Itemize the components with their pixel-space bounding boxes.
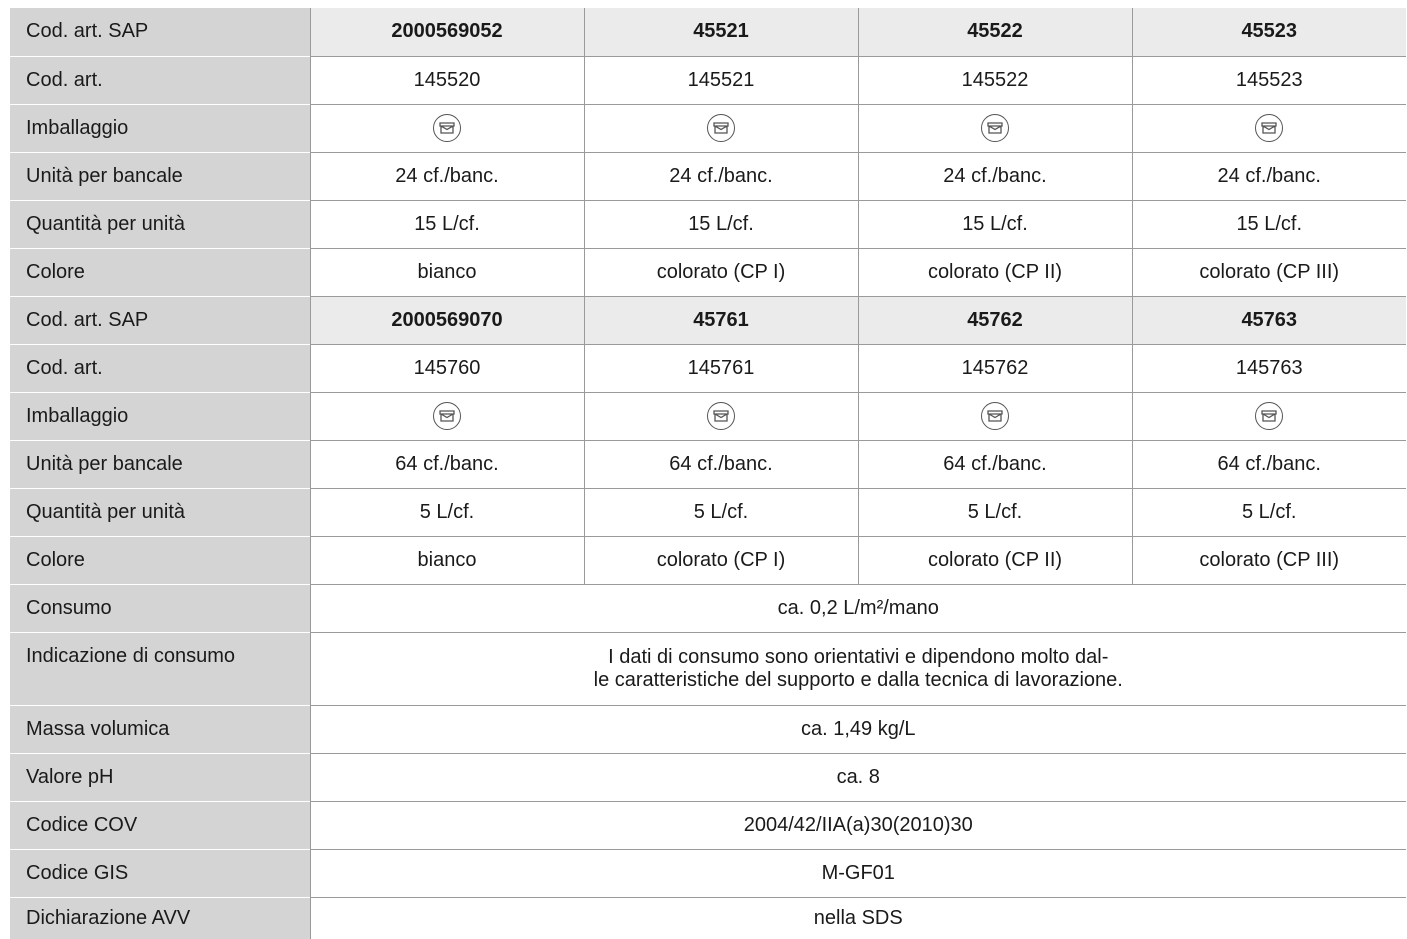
color-cell: bianco: [310, 536, 584, 584]
consumption-note-line-1: I dati di consumo sono orientativi e dipendono molto dal-: [608, 645, 1109, 668]
packaging-cell: [858, 104, 1132, 152]
color-cell: colorato (CP III): [1132, 248, 1406, 296]
label-voc: Codice COV: [10, 801, 310, 849]
packaging-cell: [1132, 392, 1406, 440]
product-spec-table: [10, 8, 1406, 939]
article-cell: 145523: [1132, 56, 1406, 104]
value-ph: ca. 8: [310, 753, 1406, 801]
row-sap: [10, 296, 1406, 344]
bucket-icon: [1255, 402, 1283, 430]
value-density: ca. 1,49 kg/L: [310, 705, 1406, 753]
quantity-cell: 5 L/cf.: [1132, 488, 1406, 536]
row-article: [10, 344, 1406, 392]
packaging-cell: [1132, 104, 1406, 152]
row-gis: [10, 849, 1406, 897]
row-avv: [10, 897, 1406, 939]
row-article: [10, 56, 1406, 104]
label-article: Cod. art.: [10, 344, 310, 392]
sap-cell: 45762: [858, 296, 1132, 344]
label-ph: Valore pH: [10, 753, 310, 801]
quantity-cell: 15 L/cf.: [858, 200, 1132, 248]
quantity-cell: 5 L/cf.: [310, 488, 584, 536]
bucket-icon: [707, 402, 735, 430]
label-packaging: Imballaggio: [10, 392, 310, 440]
packaging-cell: [310, 104, 584, 152]
row-quantity: [10, 488, 1406, 536]
row-color: [10, 248, 1406, 296]
row-ph: [10, 753, 1406, 801]
pallet-cell: 64 cf./banc.: [858, 440, 1132, 488]
sap-cell: 45761: [584, 296, 858, 344]
label-consumption-note: Indicazione di consumo: [10, 632, 310, 705]
color-cell: colorato (CP II): [858, 536, 1132, 584]
packaging-cell: [858, 392, 1132, 440]
article-cell: 145521: [584, 56, 858, 104]
quantity-cell: 15 L/cf.: [310, 200, 584, 248]
value-consumption-note: [310, 632, 1406, 705]
label-quantity: Quantità per unità: [10, 488, 310, 536]
row-quantity: [10, 200, 1406, 248]
value-avv: nella SDS: [310, 897, 1406, 939]
quantity-cell: 5 L/cf.: [584, 488, 858, 536]
label-packaging: Imballaggio: [10, 104, 310, 152]
label-quantity: Quantità per unità: [10, 200, 310, 248]
row-consumption: [10, 584, 1406, 632]
label-color: Colore: [10, 248, 310, 296]
article-cell: 145760: [310, 344, 584, 392]
label-pallet: Unità per bancale: [10, 440, 310, 488]
label-sap: Cod. art. SAP: [10, 8, 310, 56]
bucket-icon: [433, 114, 461, 142]
sap-cell: 45523: [1132, 8, 1406, 56]
color-cell: colorato (CP II): [858, 248, 1132, 296]
sap-cell: 45521: [584, 8, 858, 56]
pallet-cell: 24 cf./banc.: [584, 152, 858, 200]
bucket-icon: [1255, 114, 1283, 142]
color-cell: colorato (CP I): [584, 536, 858, 584]
consumption-note-line-2: le caratteristiche del supporto e dalla tecnica di lavorazione.: [593, 668, 1123, 691]
row-density: [10, 705, 1406, 753]
row-packaging: [10, 392, 1406, 440]
row-consumption-note: [10, 632, 1406, 705]
color-cell: colorato (CP I): [584, 248, 858, 296]
row-voc: [10, 801, 1406, 849]
packaging-cell: [310, 392, 584, 440]
sap-cell: 2000569070: [310, 296, 584, 344]
sap-cell: 45763: [1132, 296, 1406, 344]
article-cell: 145520: [310, 56, 584, 104]
pallet-cell: 24 cf./banc.: [858, 152, 1132, 200]
row-pallet: [10, 152, 1406, 200]
spec-table-body: [10, 8, 1406, 939]
label-density: Massa volumica: [10, 705, 310, 753]
quantity-cell: 15 L/cf.: [584, 200, 858, 248]
value-consumption: ca. 0,2 L/m²/mano: [310, 584, 1406, 632]
pallet-cell: 64 cf./banc.: [310, 440, 584, 488]
label-article: Cod. art.: [10, 56, 310, 104]
value-voc: 2004/42/IIA(a)30(2010)30: [310, 801, 1406, 849]
article-cell: 145763: [1132, 344, 1406, 392]
pallet-cell: 64 cf./banc.: [1132, 440, 1406, 488]
sap-cell: 2000569052: [310, 8, 584, 56]
pallet-cell: 24 cf./banc.: [1132, 152, 1406, 200]
label-pallet: Unità per bancale: [10, 152, 310, 200]
bucket-icon: [707, 114, 735, 142]
bucket-icon: [433, 402, 461, 430]
packaging-cell: [584, 392, 858, 440]
value-gis: M-GF01: [310, 849, 1406, 897]
color-cell: bianco: [310, 248, 584, 296]
label-avv: Dichiarazione AVV: [10, 897, 310, 939]
color-cell: colorato (CP III): [1132, 536, 1406, 584]
bucket-icon: [981, 114, 1009, 142]
article-cell: 145762: [858, 344, 1132, 392]
sap-cell: 45522: [858, 8, 1132, 56]
article-cell: 145761: [584, 344, 858, 392]
label-gis: Codice GIS: [10, 849, 310, 897]
label-sap: Cod. art. SAP: [10, 296, 310, 344]
pallet-cell: 64 cf./banc.: [584, 440, 858, 488]
label-consumption: Consumo: [10, 584, 310, 632]
bucket-icon: [981, 402, 1009, 430]
row-sap: [10, 8, 1406, 56]
row-pallet: [10, 440, 1406, 488]
row-color: [10, 536, 1406, 584]
quantity-cell: 5 L/cf.: [858, 488, 1132, 536]
pallet-cell: 24 cf./banc.: [310, 152, 584, 200]
article-cell: 145522: [858, 56, 1132, 104]
packaging-cell: [584, 104, 858, 152]
quantity-cell: 15 L/cf.: [1132, 200, 1406, 248]
label-color: Colore: [10, 536, 310, 584]
row-packaging: [10, 104, 1406, 152]
